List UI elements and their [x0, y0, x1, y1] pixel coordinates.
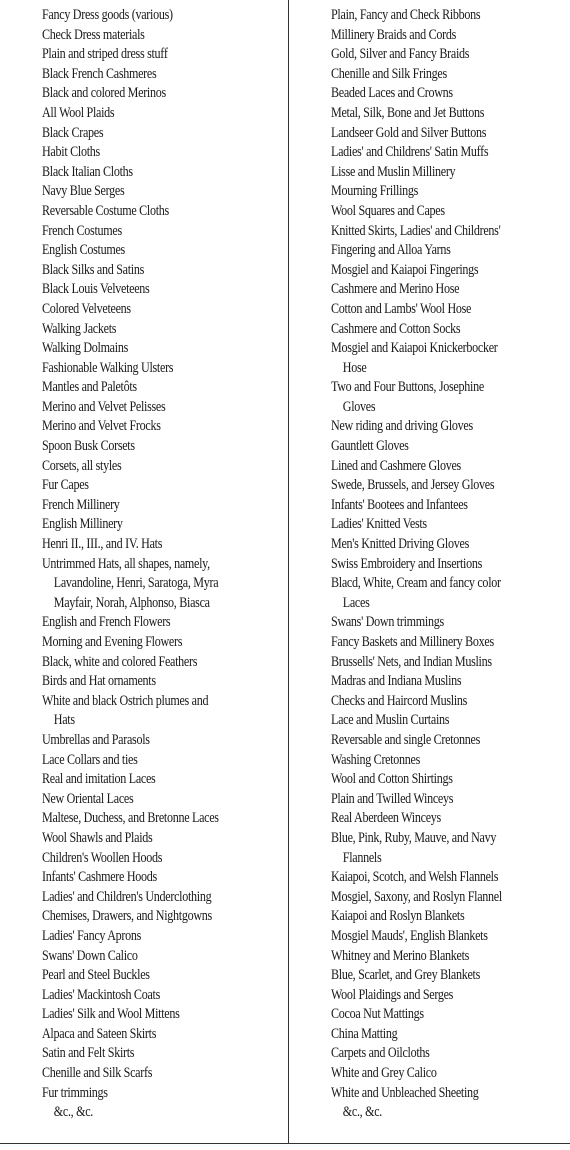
list-item: Cashmere and Cotton Socks [331, 320, 461, 337]
list-item: China Matting [331, 1025, 398, 1042]
list-item: Men's Knitted Driving Gloves [331, 536, 469, 553]
list-item: &c., &c. [53, 1104, 94, 1121]
list-item: Merino and Velvet Pelisses [42, 398, 166, 415]
list-item: English and French Flowers [42, 614, 171, 631]
list-item: New riding and driving Gloves [331, 418, 473, 435]
left-column-list [42, 6, 282, 1123]
list-item: Untrimmed Hats, all shapes, namely, [42, 555, 210, 572]
list-item: Walking Jackets [42, 320, 117, 337]
list-item: Gold, Silver and Fancy Braids [331, 46, 470, 63]
list-item: Chenille and Silk Scarfs [42, 1065, 153, 1082]
list-item: Wool Squares and Capes [331, 202, 445, 219]
list-item: Blue, Pink, Ruby, Mauve, and Navy [331, 829, 497, 846]
list-item: Black Louis Velveteens [42, 281, 150, 298]
list-item: Fur trimmings [42, 1084, 108, 1101]
list-item: French Costumes [42, 222, 122, 239]
list-item: Wool and Cotton Shirtings [331, 771, 453, 788]
list-item: Spoon Busk Corsets [42, 438, 135, 455]
list-item: Plain and striped dress stuff [42, 46, 168, 63]
list-item: Mantles and Paletôts [42, 379, 137, 396]
list-item: Lisse and Muslin Millinery [331, 163, 456, 180]
list-item: Beaded Laces and Crowns [331, 85, 453, 102]
list-item: Check Dress materials [42, 26, 145, 43]
list-item: Flannels [342, 849, 382, 866]
list-item: White and black Ostrich plumes and [42, 692, 209, 709]
list-item: Mosgiel Mauds', English Blankets [331, 927, 488, 944]
list-item: Chenille and Silk Fringes [331, 65, 447, 82]
list-item: Ladies' Silk and Wool Mittens [42, 1006, 180, 1023]
list-item: Brussells' Nets, and Indian Muslins [331, 653, 492, 670]
list-item: Washing Cretonnes [331, 751, 421, 768]
list-item: Infants' Bootees and Infantees [331, 496, 468, 513]
list-item: Mosgiel, Saxony, and Roslyn Flannel [331, 888, 502, 905]
list-item: Knitted Skirts, Ladies' and Childrens' [331, 222, 501, 239]
list-item: Checks and Haircord Muslins [331, 692, 468, 709]
list-item: Fingering and Alloa Yarns [331, 242, 451, 259]
list-item: Wool Plaidings and Serges [331, 986, 454, 1003]
list-item: Maltese, Duchess, and Bretonne Laces [42, 810, 219, 827]
list-item: Merino and Velvet Frocks [42, 418, 161, 435]
list-item: Fancy Dress goods (various) [42, 7, 173, 23]
list-item: Mayfair, Norah, Alphonso, Biasca [53, 594, 210, 611]
list-item: Black Crapes [42, 124, 104, 141]
list-item: Mosgiel and Kaiapoi Fingerings [331, 261, 479, 278]
list-item: Black French Cashmeres [42, 65, 157, 82]
list-item: Laces [342, 594, 370, 611]
list-item: Wool Shawls and Plaids [42, 829, 153, 846]
list-item: &c., &c. [342, 1104, 383, 1121]
list-item: New Oriental Laces [42, 790, 134, 807]
list-item: Reversable Costume Cloths [42, 202, 169, 219]
list-item: French Millinery [42, 496, 120, 513]
list-item: Landseer Gold and Silver Buttons [331, 124, 487, 141]
list-item: Cocoa Nut Mattings [331, 1006, 424, 1023]
list-item: Swans' Down Calico [42, 947, 138, 964]
list-item: Walking Dolmains [42, 340, 128, 357]
bottom-rule [0, 1143, 570, 1144]
list-item: White and Unbleached Sheeting [331, 1084, 479, 1101]
list-item: Fashionable Walking Ulsters [42, 359, 174, 376]
list-item: Corsets, all styles [42, 457, 122, 474]
list-item: Lined and Cashmere Gloves [331, 457, 461, 474]
list-item: Navy Blue Serges [42, 183, 125, 200]
list-item: Habit Cloths [42, 144, 100, 161]
list-item: Black Silks and Satins [42, 261, 144, 278]
list-item: Fancy Baskets and Millinery Boxes [331, 634, 494, 650]
list-item: Hats [53, 712, 75, 729]
list-item: Carpets and Oilcloths [331, 1045, 430, 1062]
list-item: Mosgiel and Kaiapoi Knickerbocker [331, 340, 498, 357]
list-item: Reversable and single Cretonnes [331, 731, 480, 748]
list-item: Blacd, White, Cream and fancy color [331, 575, 501, 592]
list-item: English Millinery [42, 516, 123, 533]
list-item: Mourning Frillings [331, 183, 419, 200]
list-item: Infants' Cashmere Hoods [42, 869, 157, 886]
list-item: Blue, Scarlet, and Grey Blankets [331, 967, 481, 984]
list-item: Ladies' and Childrens' Satin Muffs [331, 144, 489, 161]
list-item: Gauntlett Gloves [331, 438, 409, 455]
column-divider [288, 0, 289, 1143]
list-item: Cashmere and Merino Hose [331, 281, 460, 298]
list-item: Plain and Twilled Winceys [331, 790, 454, 807]
list-item: Alpaca and Sateen Skirts [42, 1025, 157, 1042]
list-item: Swiss Embroidery and Insertions [331, 555, 483, 572]
list-item: Madras and Indiana Muslins [331, 673, 462, 690]
list-item: Ladies' and Children's Underclothing [42, 888, 212, 905]
list-item: Whitney and Merino Blankets [331, 947, 470, 964]
list-item: Millinery Braids and Cords [331, 26, 456, 43]
list-item: Lace Collars and ties [42, 751, 138, 768]
list-item: Fur Capes [42, 477, 89, 494]
list-item: Metal, Silk, Bone and Jet Buttons [331, 104, 485, 121]
list-item: All Wool Plaids [42, 104, 115, 121]
list-item: Gloves [342, 398, 376, 415]
list-item: Pearl and Steel Buckles [42, 967, 150, 984]
list-item: Satin and Felt Skirts [42, 1045, 135, 1062]
list-item: Black Italian Cloths [42, 163, 133, 180]
right-column-list [331, 6, 567, 1123]
list-item: Swans' Down trimmings [331, 614, 444, 631]
list-item: Ladies' Mackintosh Coats [42, 986, 161, 1003]
list-item: White and Grey Calico [331, 1065, 437, 1082]
list-item: Kaiapoi, Scotch, and Welsh Flannels [331, 869, 499, 886]
list-item: Ladies' Knitted Vests [331, 516, 427, 533]
list-item: Henri II., III., and IV. Hats [42, 536, 163, 553]
list-item: Real and imitation Laces [42, 771, 156, 788]
list-item: Colored Velveteens [42, 300, 131, 317]
list-item: Birds and Hat ornaments [42, 673, 156, 690]
list-item: Black and colored Merinos [42, 85, 166, 102]
list-item: Cotton and Lambs' Wool Hose [331, 300, 472, 317]
list-item: Two and Four Buttons, Josephine [331, 379, 484, 396]
list-item: Lavandoline, Henri, Saratoga, Myra [53, 575, 219, 592]
list-item: Hose [342, 359, 367, 376]
list-item: Kaiapoi and Roslyn Blankets [331, 908, 465, 925]
list-item: Lace and Muslin Curtains [331, 712, 450, 729]
list-item: Real Aberdeen Winceys [331, 810, 441, 827]
list-item: Swede, Brussels, and Jersey Gloves [331, 477, 495, 494]
list-item: Umbrellas and Parasols [42, 731, 150, 748]
list-item: Children's Woollen Hoods [42, 849, 163, 866]
list-item: Black, white and colored Feathers [42, 653, 198, 670]
list-item: Chemises, Drawers, and Nightgowns [42, 908, 212, 925]
list-item: Morning and Evening Flowers [42, 634, 183, 650]
list-item: English Costumes [42, 242, 125, 259]
list-item: Ladies' Fancy Aprons [42, 927, 142, 944]
list-item: Plain, Fancy and Check Ribbons [331, 7, 481, 23]
